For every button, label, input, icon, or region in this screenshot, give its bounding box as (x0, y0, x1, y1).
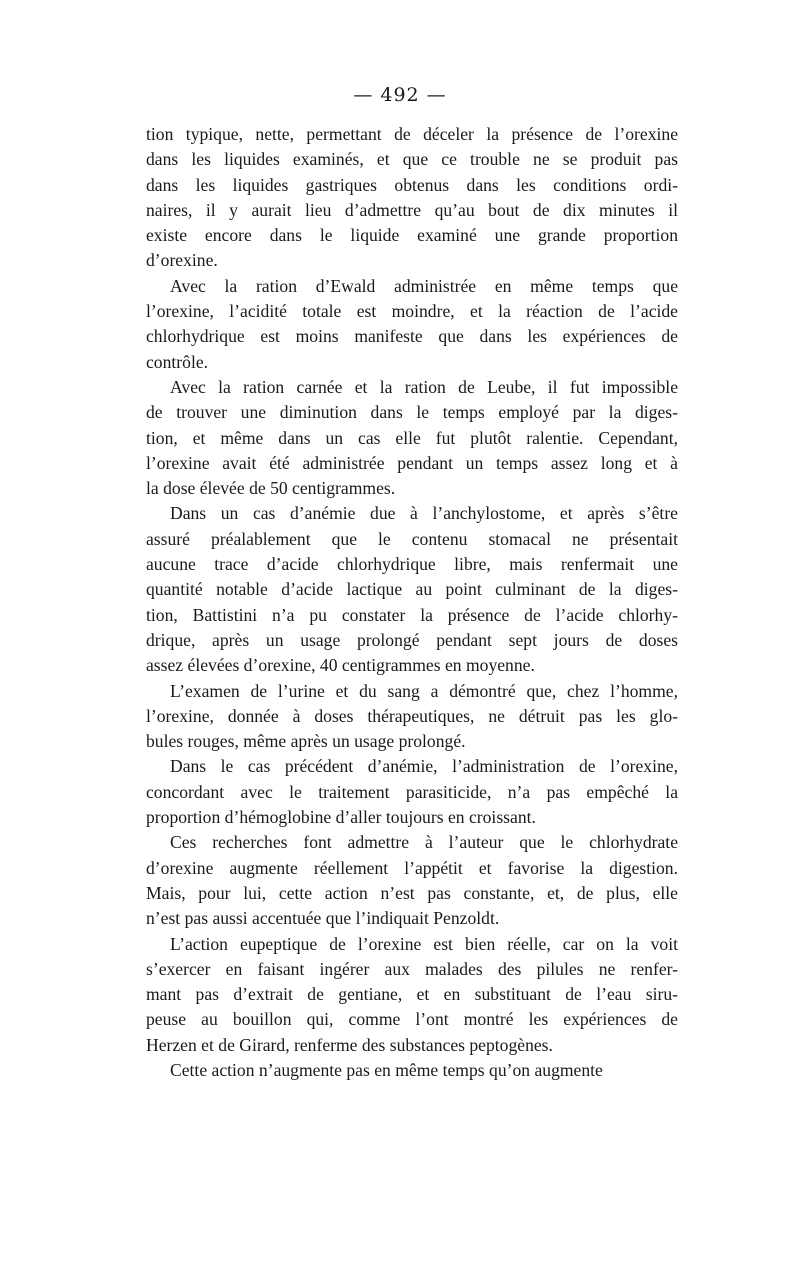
text-line: dans les liquides examinés, et que ce trouble ne se produit pas (146, 149, 678, 170)
book-page (122, 82, 678, 1083)
text-line: concordant avec le traitement parasiticide, n’a pas empêché la (146, 781, 678, 802)
text-line: tion, Battistini n’a pu constater la présence de l’acide chlorhy- (146, 604, 678, 625)
text-line: dans les liquides gastriques obtenus dans les conditions ordi- (146, 174, 678, 195)
paragraph (122, 679, 678, 755)
text-line: d’orexine augmente réellement l’appétit et favorise la digestion. (146, 857, 678, 878)
page-number: — 492 — (353, 84, 447, 106)
text-line: naires, il y aurait lieu d’admettre qu’au bout de dix minutes il (146, 199, 678, 220)
text-line: chlorhydrique est moins manifeste que dans les expériences de (146, 326, 678, 347)
text-line: Ces recherches font admettre à l’auteur que le chlorhydrate (170, 832, 678, 853)
text-line: Dans un cas d’anémie due à l’anchylostome, et après s’être (170, 503, 678, 524)
text-line: proportion d’hémoglobine d’aller toujours en croissant. (146, 807, 536, 828)
text-line: l’orexine, l’acidité totale est moindre, et la réaction de l’acide (146, 301, 678, 322)
text-line: tion, et même dans un cas elle fut plutôt ralentie. Cependant, (146, 427, 678, 448)
paragraph (122, 1058, 678, 1083)
paragraph (122, 375, 678, 501)
paragraph (122, 501, 678, 678)
text-line: peuse au bouillon qui, comme l’ont montré les expériences de (146, 1009, 678, 1030)
text-line: assuré préalablement que le contenu stomacal ne présentait (146, 528, 678, 549)
paragraph (122, 830, 678, 931)
text-line: contrôle. (146, 351, 209, 372)
text-line: s’exercer en faisant ingérer aux malades des pilules ne renfer- (146, 958, 678, 979)
text-line: bules rouges, même après un usage prolongé. (146, 731, 466, 752)
text-line: Cette action n’augmente pas en même temps qu’on augmente (170, 1059, 603, 1080)
text-line: tion typique, nette, permettant de déceler la présence de l’orexine (146, 124, 678, 144)
text-line: Avec la ration carnée et la ration de Leube, il fut impossible (170, 376, 678, 397)
text-line: l’orexine, donnée à doses thérapeutiques, ne détruit pas les glo- (146, 705, 678, 726)
text-line: L’action eupeptique de l’orexine est bien réelle, car on la voit (170, 933, 678, 954)
paragraph (122, 932, 678, 1058)
text-line: d’orexine. (146, 250, 218, 271)
text-line: l’orexine avait été administrée pendant un temps assez long et à (146, 452, 678, 473)
text-line: drique, après un usage prolongé pendant sept jours de doses (146, 629, 678, 650)
text-line: Dans le cas précédent d’anémie, l’administration de l’orexine, (170, 756, 678, 777)
paragraph (122, 754, 678, 830)
text-line: existe encore dans le liquide examiné une grande proportion (146, 225, 678, 246)
text-line: Herzen et de Girard, renferme des substances peptogènes. (146, 1034, 553, 1055)
text-line: aucune trace d’acide chlorhydrique libre, mais renfermait une (146, 554, 678, 575)
text-line: la dose élevée de 50 centigrammes. (146, 478, 396, 499)
text-line: n’est pas aussi accentuée que l’indiquait Penzoldt. (146, 908, 500, 929)
paragraph (122, 274, 678, 375)
text-line: Avec la ration d’Ewald administrée en même temps que (170, 275, 678, 296)
text-line: Mais, pour lui, cette action n’est pas constante, et, de plus, elle (146, 882, 678, 903)
text-line: de trouver une diminution dans le temps employé par la diges- (146, 402, 678, 423)
paragraph (122, 122, 678, 274)
text-line: assez élevées d’orexine, 40 centigrammes en moyenne. (146, 655, 535, 676)
text-line: quantité notable d’acide lactique au point culminant de la diges- (146, 579, 678, 600)
text-line: mant pas d’extrait de gentiane, et en substituant de l’eau siru- (146, 984, 678, 1005)
text-line: L’examen de l’urine et du sang a démontré que, chez l’homme, (170, 680, 678, 701)
body-text (122, 122, 678, 1083)
